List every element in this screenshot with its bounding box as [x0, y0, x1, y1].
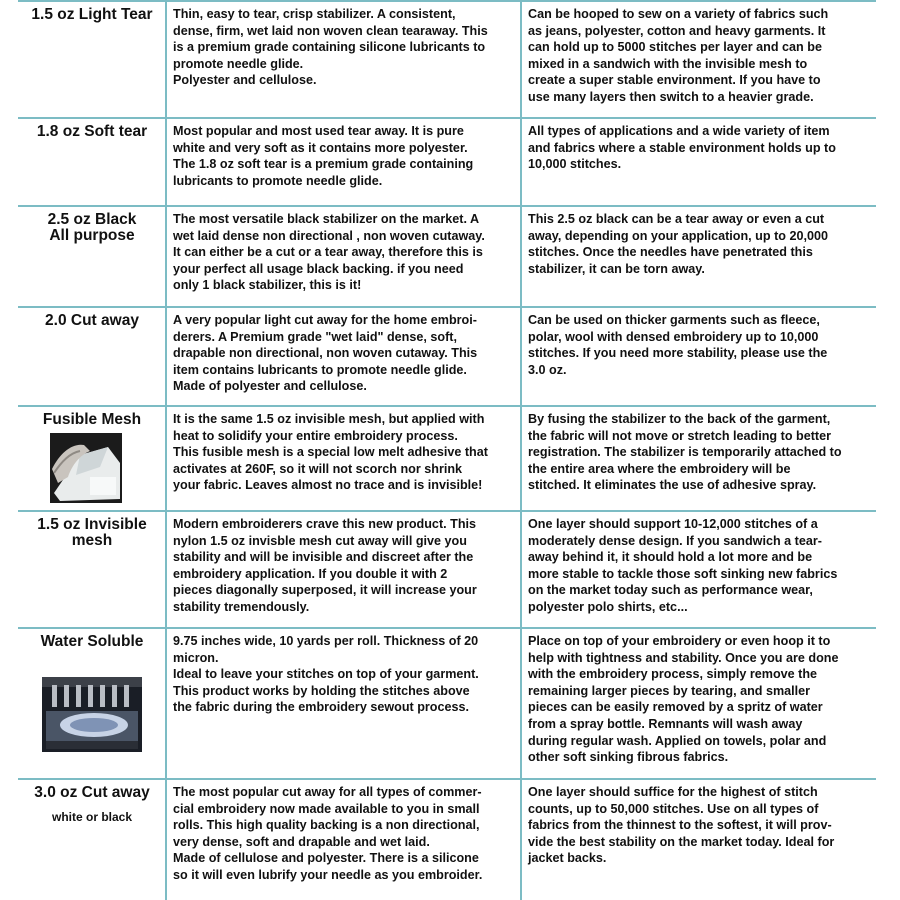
- description-cell: [168, 778, 520, 900]
- product-usage: Can be hooped to sew on a variety of fabrics such as jeans, polyester, cotton and heavy garments. It can hold up to 5000 stitches per layer and can be mixed in a sandwich with the invisible mesh to create a super stable environment. If you have to use many layers then switch to a heavier grade.: [528, 7, 829, 104]
- description-cell: [168, 510, 520, 627]
- product-name: 3.0 oz Cut away: [34, 784, 150, 801]
- description-cell: [168, 627, 520, 778]
- table-row: [0, 0, 900, 117]
- product-description: Thin, easy to tear, crisp stabilizer. A consistent, dense, firm, wet laid non woven clean tearaway. This is a premium grade containing silicone lubricants to promote needle glide. Polyester and cellulose.: [173, 7, 488, 88]
- table-row: [0, 205, 900, 306]
- product-description: 9.75 inches wide, 10 yards per roll. Thickness of 20 micron. Ideal to leave your stitches on top of your garment. This product works by holding the stitches above the fabric during the embroidery sewout process.: [173, 634, 479, 715]
- table-row: [0, 117, 900, 205]
- product-name-cell: [18, 510, 166, 627]
- description-cell: [168, 117, 520, 205]
- product-usage: This 2.5 oz black can be a tear away or even a cut away, depending on your application, up to 20,000 stitches. Once the needles have penetrated this stabilizer, it can be torn away.: [528, 212, 828, 276]
- product-name: Water Soluble: [40, 633, 144, 650]
- table-row: [0, 627, 900, 778]
- description-cell: [168, 306, 520, 405]
- product-usage: One layer should support 10-12,000 stitches of a moderately dense design. If you sandwich a tear- away behind it, it should hold a lot more and be more stable to tackle those soft sinking new fabrics on the market today such as performance wear, polyester polo shirts, etc...: [528, 517, 838, 614]
- product-name-cell: [18, 117, 166, 205]
- product-name: 2.5 oz Black All purpose: [47, 211, 137, 244]
- product-usage: Place on top of your embroidery or even hoop it to help with tightness and stability. Once you are done with the embroidery process, simply remove the remaining larger pieces by tearing, and smaller pieces can be easily removed by a spritz of water from a spray bottle. Remnants will wash away during regular wash. Applied on towels, polar and other soft sinking fibrous fabrics.: [528, 634, 839, 765]
- product-usage: All types of applications and a wide variety of item and fabrics where a stable environment holds up to 10,000 stitches.: [528, 124, 836, 172]
- product-name-cell: [18, 0, 166, 117]
- embroidery-machine-photo: [42, 677, 142, 752]
- usage-cell: [523, 306, 883, 405]
- table-row: [0, 306, 900, 405]
- product-name: 1.5 oz Invisible mesh: [37, 516, 147, 549]
- usage-cell: [523, 205, 883, 306]
- product-description: The most popular cut away for all types of commer- cial embroidery now made available to you in small rolls. This high quality backing is a non directional, very dense, soft and drapable and wet laid. Made of cellulose and polyester. There is a silicone so it will even lubrify your needle as you embroider.: [173, 785, 483, 882]
- product-usage: By fusing the stabilizer to the back of the garment, the fabric will not move or stretch leading to better registration. The stabilizer is temporarily attached to the entire area where the embroidery will be stitched. It eliminates the use of adhesive spray.: [528, 412, 842, 493]
- usage-cell: [523, 778, 883, 900]
- product-subtitle: white or black: [51, 810, 133, 824]
- product-name: 1.8 oz Soft tear: [36, 123, 148, 140]
- description-cell: [168, 205, 520, 306]
- product-usage: Can be used on thicker garments such as fleece, polar, wool with densed embroidery up to 10,000 stitches. If you need more stability, please use the 3.0 oz.: [528, 313, 828, 377]
- product-description: Modern embroiderers crave this new product. This nylon 1.5 oz invisble mesh cut away will give you stability and will be invisible and discreet after the embroidery application. If you double it with 2 pieces diagonally superposed, it will increase your stability tremendously.: [173, 517, 477, 614]
- description-cell: [168, 405, 520, 510]
- usage-cell: [523, 510, 883, 627]
- product-name: 2.0 Cut away: [45, 312, 139, 329]
- product-name: 1.5 oz Light Tear: [31, 6, 153, 23]
- table-row: [0, 405, 900, 510]
- usage-cell: [523, 405, 883, 510]
- product-name-cell: [18, 205, 166, 306]
- table-row: [0, 778, 900, 900]
- product-name-cell: [18, 306, 166, 405]
- product-description: Most popular and most used tear away. It is pure white and very soft as it contains more polyester. The 1.8 oz soft tear is a premium grade containing lubricants to promote needle glide.: [173, 124, 474, 188]
- product-usage: One layer should suffice for the highest of stitch counts, up to 50,000 stitches. Use on all types of fabrics from the thinnest to the softest, it will prov- vide the best stability on the market today. Ideal for jacket backs.: [528, 785, 835, 866]
- usage-cell: [523, 0, 883, 117]
- product-name-cell: [18, 778, 166, 900]
- product-name-cell: [18, 627, 166, 778]
- fusible-mesh-photo: [50, 433, 122, 503]
- product-description: A very popular light cut away for the home embroi- derers. A Premium grade "wet laid" dense, soft, drapable non directional, non woven cutaway. This item contains lubricants to promote needle glide. Made of polyester and cellulose.: [173, 313, 478, 394]
- product-description: It is the same 1.5 oz invisible mesh, but applied with heat to solidify your entire embroidery process. This fusible mesh is a special low melt adhesive that activates at 260F, so it will not scorch nor shrink your fabric. Leaves almost no trace and is invisible!: [173, 412, 488, 493]
- description-cell: [168, 0, 520, 117]
- usage-cell: [523, 627, 883, 778]
- table-row: [0, 510, 900, 627]
- usage-cell: [523, 117, 883, 205]
- product-name: Fusible Mesh: [42, 411, 142, 428]
- product-name-cell: [18, 405, 166, 510]
- product-description: The most versatile black stabilizer on the market. A wet laid dense non directional , non woven cutaway. It can either be a cut or a tear away, therefore this is your perfect all usage black backing. if you need only 1 black stabilizer, this is it!: [173, 212, 485, 293]
